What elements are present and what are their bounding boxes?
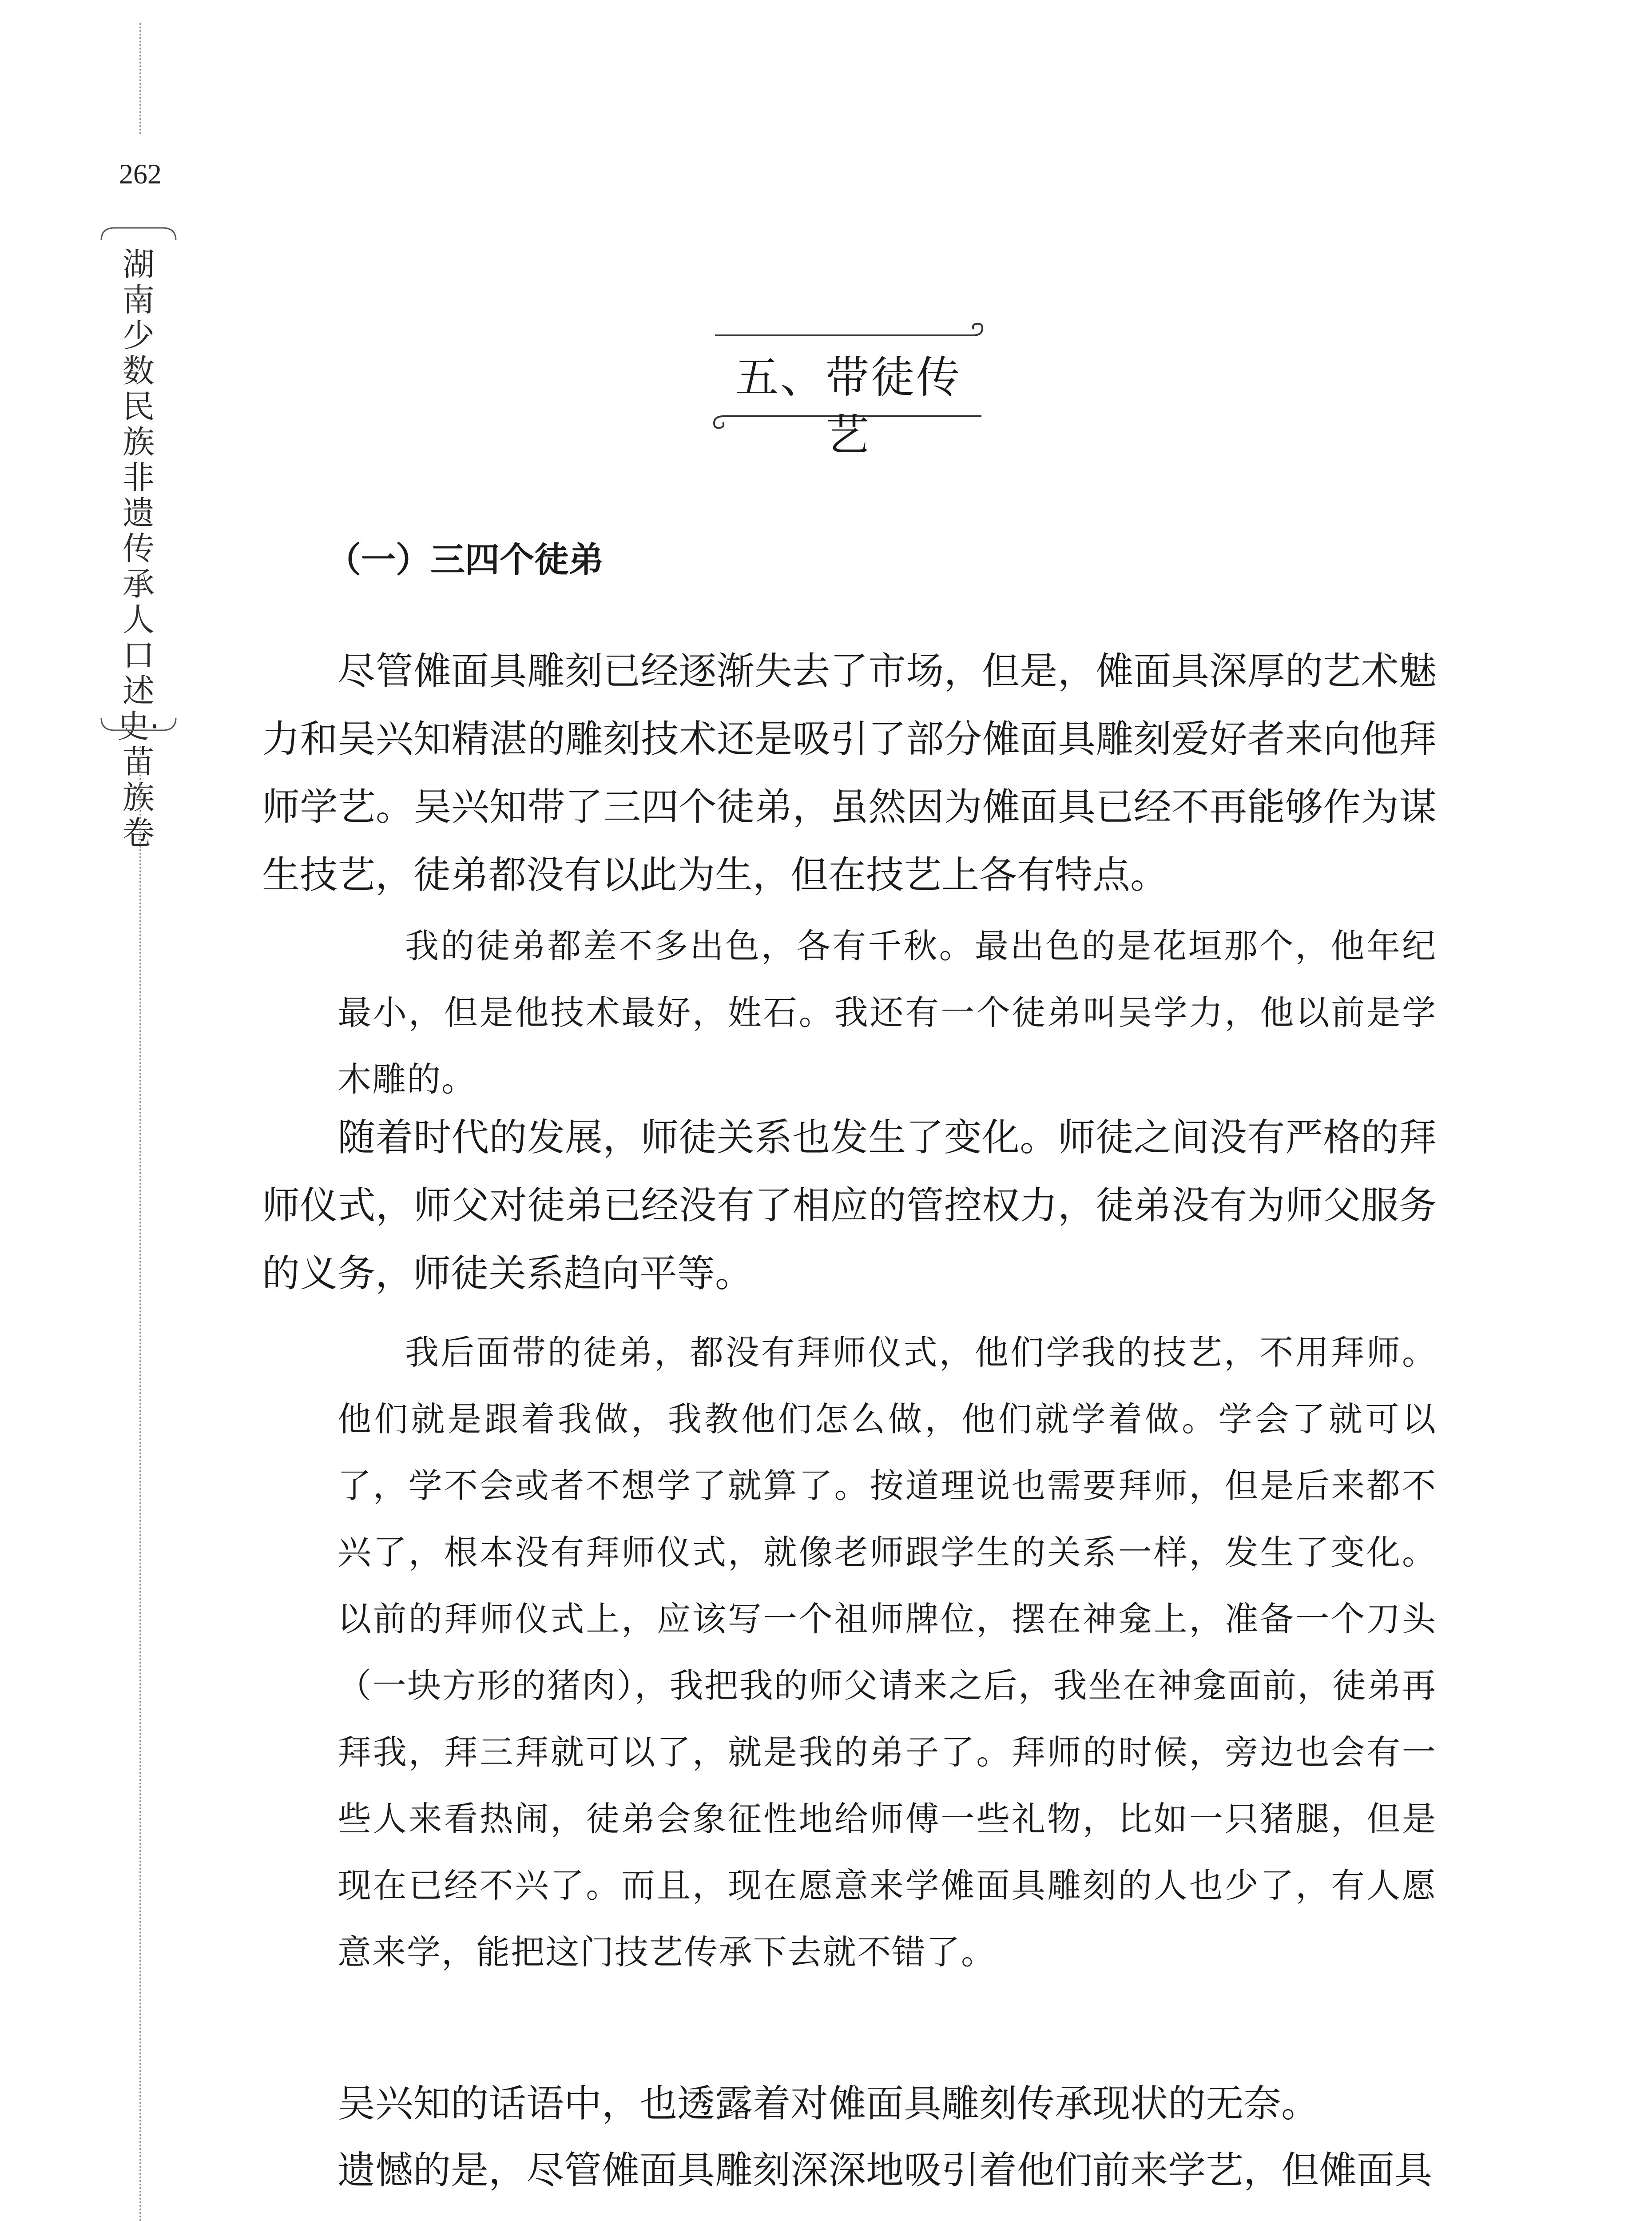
subsection-title: （一）三四个徒弟 <box>326 540 604 580</box>
series-bracket-bottom <box>97 716 180 734</box>
body-paragraph-1: 尽管傩面具雕刻已经逐渐失去了市场，但是，傩面具深厚的艺术魅力和吴兴知精湛的雕刻技术还是吸引了部分傩面具雕刻爱好者来向他拜师学艺。吴兴知带了三四个徒弟，虽然因为傩面具已经不再能够作为谋生技艺，徒弟都没有以此为生，但在技艺上各有特点。 <box>262 649 1437 897</box>
body-paragraph-4: 遗憾的是，尽管傩面具雕刻深深地吸引着他们前来学艺，但傩面具 <box>338 2149 1433 2193</box>
interview-quote-1: 我的徒弟都差不多出色，各有千秋。最出色的是花垣那个，他年纪最小，但是他技术最好，姓石。我还有一个徒弟叫吴学力，他以前是学木雕的。 <box>338 926 1437 1099</box>
margin-dotted-line-top <box>139 23 141 134</box>
page-number: 262 <box>119 158 162 190</box>
section-title: 五、带徒传艺 <box>735 352 961 461</box>
series-title: 湖南少数民族非遗传承人口述史·苗族卷 <box>117 246 160 852</box>
series-bracket-top <box>97 224 180 242</box>
margin-dotted-line-bottom <box>139 746 141 2221</box>
section-heading <box>706 322 990 461</box>
body-paragraph-3: 吴兴知的话语中，也透露着对傩面具雕刻传承现状的无奈。 <box>338 2082 1319 2126</box>
body-paragraph-2: 随着时代的发展，师徒关系也发生了变化。师徒之间没有严格的拜师仪式，师父对徒弟已经没有了相应的管控权力，徒弟没有为师父服务的义务，师徒关系趋向平等。 <box>262 1116 1437 1296</box>
interview-quote-2: 我后面带的徒弟，都没有拜师仪式，他们学我的技艺，不用拜师。他们就是跟着我做，我教他们怎么做，他们就学着做。学会了就可以了，学不会或者不想学了就算了。按道理说也需要拜师，但是后来都不兴了，根本没有拜师仪式，就像老师跟学生的关系一样，发生了变化。以前的拜师仪式上，应该写一个祖师牌位，摆在神龛上，准备一个刀头（一块方形的猪肉），我把我的师父请来之后，我坐在神龛面前，徒弟再拜我，拜三拜就可以了，就是我的弟子了。拜师的时候，旁边也会有一些人来看热闹，徒弟会象征性地给师傅一些礼物，比如一只猪腿，但是现在已经不兴了。而且，现在愿意来学傩面具雕刻的人也少了，有人愿意来学，能把这门技艺传承下去就不错了。 <box>338 1333 1437 1972</box>
